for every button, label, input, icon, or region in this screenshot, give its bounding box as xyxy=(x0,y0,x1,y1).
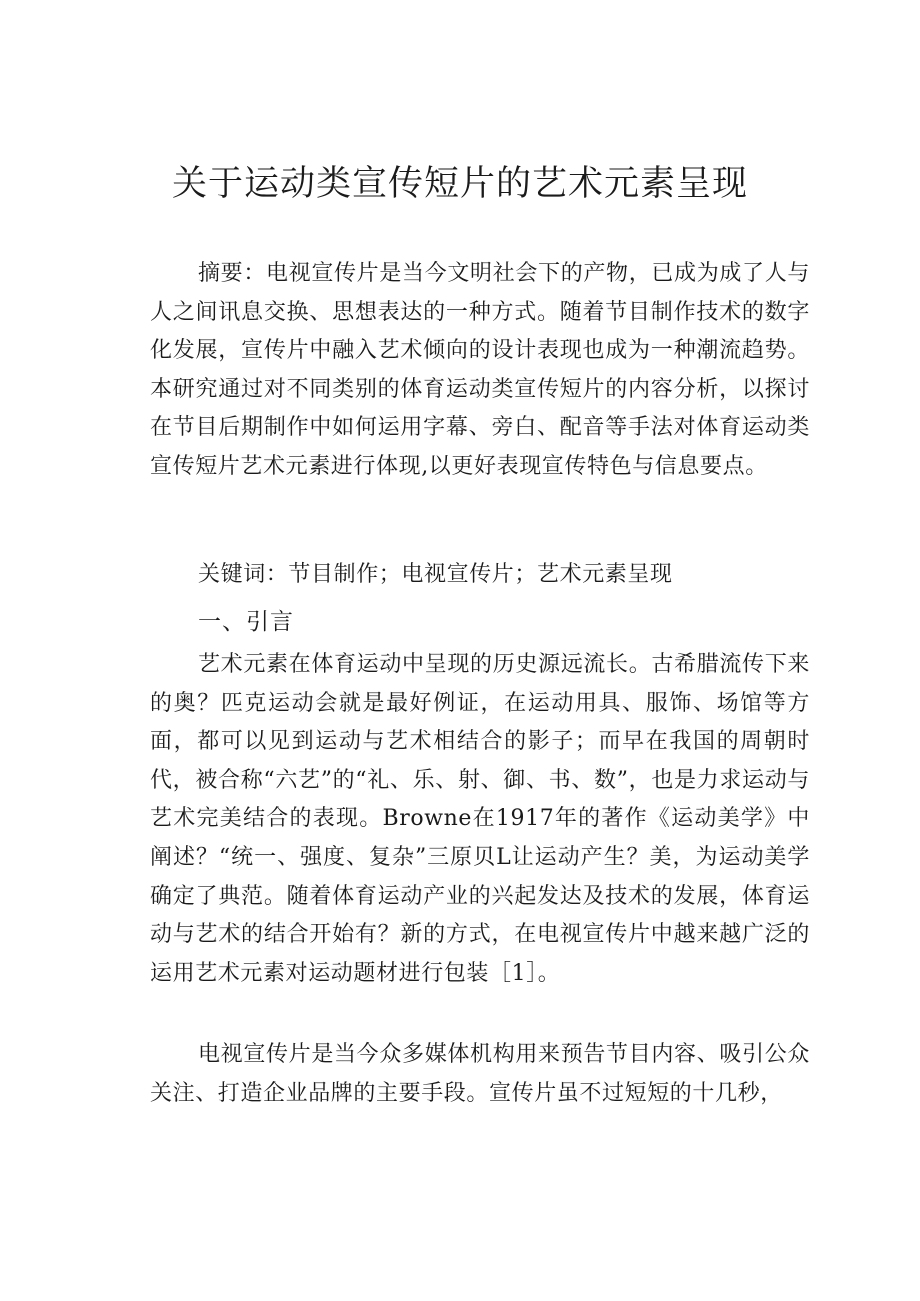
abstract-paragraph: 摘要：电视宣传片是当今文明社会下的产物，已成为成了人与人之间讯息交换、思想表达的一种方式。随着节目制作技术的数字化发展，宣传片中融入艺术倾向的设计表现也成为一种潮流趋势。本研究通过对不同类别的体育运动类宣传短片的内容分析，以探讨在节目后期制作中如何运用字幕、旁白、配音等手法对体育运动类宣传短片艺术元素进行体现,以更好表现宣传特色与信息要点。 xyxy=(150,261,810,479)
body-paragraph: 艺术元素在体育运动中呈现的历史源远流长。古希腊流传下来的奥？匹克运动会就是最好例证，在运动用具、服饰、场馆等方面，都可以见到运动与艺术相结合的影子；而早在我国的周朝时代，被合称“六艺”的“礼、乐、射、御、书、数”，也是力求运动与艺术完美结合的表现。Browne在1917年的著作《运动美学》中阐述？“统一、强度、复杂”三原贝L让运动产生？美，为运动美学确定了典范。随着体育运动产业的兴起发达及技术的发展，体育运动与艺术的结合开始有？新的方式，在电视宣传片中越来越广泛的运用艺术元素对运动题材进行包装［1］。 xyxy=(150,652,810,986)
document-title: 关于运动类宣传短片的艺术元素呈现 xyxy=(171,164,748,204)
section-heading: 一、引言 xyxy=(198,609,294,635)
keywords-line: 关键词：节目制作；电视宣传片；艺术元素呈现 xyxy=(198,562,673,587)
body-paragraph: 电视宣传片是当今众多媒体机构用来预告节目内容、吸引公众关注、打造企业品牌的主要手段。宣传片虽不过短短的十几秒， xyxy=(150,1042,810,1106)
